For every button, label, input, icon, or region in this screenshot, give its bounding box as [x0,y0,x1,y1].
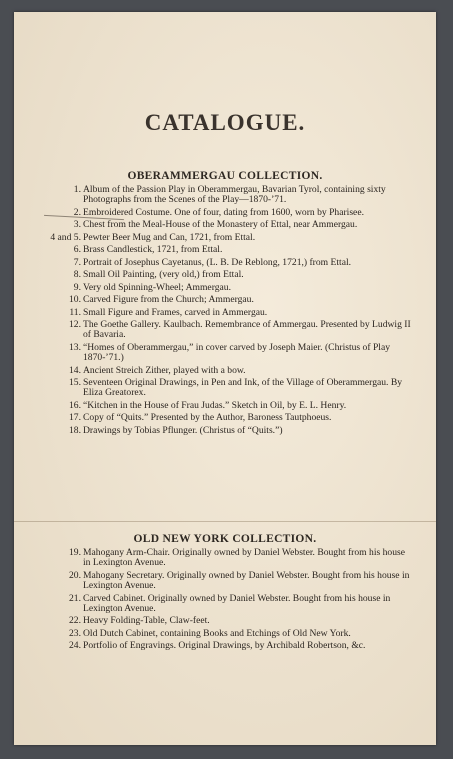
catalogue-item [66,629,412,639]
catalogue-item [66,258,412,268]
item-number: 23. [69,627,81,639]
catalogue-item [50,231,412,243]
item-description: Carved Cabinet. Originally owned by Daniel Webster. Bought from his house in Lexington Avenue. [83,592,391,614]
item-number: 1. [73,184,81,195]
item-number: 22. [69,615,81,627]
catalogue-item [66,308,412,318]
catalogue-item [66,343,412,364]
item-number: 24. [69,640,81,652]
item-description: Old Dutch Cabinet, containing Books and Etchings of Old New York. [83,627,351,639]
item-number: 8. [73,269,81,281]
catalogue-item [66,401,412,411]
item-description: Small Figure and Frames, carved in Ammergau. [83,306,268,318]
item-number: 12. [69,319,81,331]
item-description: Small Oil Painting, (very old,) from Ettal. [83,269,244,281]
item-number: 9. [73,281,81,293]
item-description: Carved Figure from the Church; Ammergau. [83,294,254,306]
item-number: 6. [73,244,81,256]
catalogue-item [66,571,412,592]
catalogue-item [66,426,412,436]
catalogue-item [66,245,412,255]
item-number: 10. [69,294,81,306]
item-number: 4 and 5. [50,231,81,243]
catalogue-item [66,413,412,423]
catalogue-item [66,320,412,341]
catalogue-item [66,295,412,305]
item-description: “Homes of Oberammergau,” in cover carved by Joseph Maier. (Christus of Play 1870-’71.) [83,341,391,364]
catalogue-item [66,270,412,280]
item-description: Chest from the Meal-House of the Monastery of Ettal, near Ammergau. [83,219,358,231]
item-number: 21. [69,592,81,604]
item-number: 19. [69,547,81,558]
item-number: 14. [69,364,81,376]
item-description: Embroidered Costume. One of four, dating from 1600, worn by Pharisee. [83,206,364,218]
catalogue-item [66,208,412,218]
item-number: 15. [69,377,81,389]
section-heading-old-new-york: OLD NEW YORK COLLECTION. [133,533,317,545]
old-new-york-item-list [66,548,412,654]
item-description: Brass Candlestick, 1721, from Ettal. [83,244,223,256]
catalogue-item [66,594,412,615]
page-title: CATALOGUE. [144,110,306,135]
item-description: Very old Spinning-Wheel; Ammergau. [83,281,231,293]
item-number: 20. [69,569,81,581]
catalogue-item [66,616,412,626]
item-description: Pewter Beer Mug and Can, 1721, from Ettal. [83,231,256,243]
item-description: Portrait of Josephus Cayetanus, (L. B. De Reblong, 1721,) from Ettal. [83,256,352,268]
catalogue-item [66,641,412,651]
item-number: 11. [69,306,81,318]
item-description: Mahogany Arm-Chair. Originally owned by Daniel Webster. Bought from his house in Lexington Avenue. [83,547,405,569]
item-description: Ancient Streich Zither, played with a bow. [83,364,246,376]
item-description: Drawings by Tobias Pflunger. (Christus of “Quits.”) [83,424,283,436]
catalogue-item [66,378,412,399]
item-description: Album of the Passion Play in Oberammergau, Bavarian Tyrol, containing sixty Photographs from the Scenes of the Play—1870-’71. [83,184,386,206]
item-description: Heavy Folding-Table, Claw-feet. [83,615,210,627]
item-description: The Goethe Gallery. Kaulbach. Remembrance of Ammergau. Presented by Ludwig II of Bavaria. [83,319,411,341]
section-heading-oberammergau: OBERAMMERGAU COLLECTION. [127,170,323,182]
catalogue-item [66,185,412,206]
item-number: 13. [69,341,81,353]
item-number: 17. [69,412,81,424]
item-description: Seventeen Original Drawings, in Pen and Ink, of the Village of Oberammergau. By Eliza Greatorex. [83,377,403,399]
catalogue-item [66,283,412,293]
catalogue-item [66,366,412,376]
oberammergau-item-list [50,184,412,438]
item-number: 7. [73,256,81,268]
item-number: 18. [69,424,81,436]
catalogue-page [14,12,436,745]
item-number: 16. [69,399,81,411]
item-description: “Kitchen in the House of Frau Judas.” Sketch in Oil, by E. L. Henry. [83,399,347,411]
item-number: 2. [73,206,81,218]
paper-fold-crease [14,521,436,522]
catalogue-item [66,548,412,569]
item-description: Portfolio of Engravings. Original Drawings, by Archibald Robertson, &c. [83,640,366,652]
catalogue-item [66,220,412,230]
item-description: Mahogany Secretary. Originally owned by Daniel Webster. Bought from his house in Lexington Avenue. [83,569,410,592]
item-description: Copy of “Quits.” Presented by the Author, Baroness Tautphoeus. [83,412,332,424]
item-number: 3. [73,219,81,231]
